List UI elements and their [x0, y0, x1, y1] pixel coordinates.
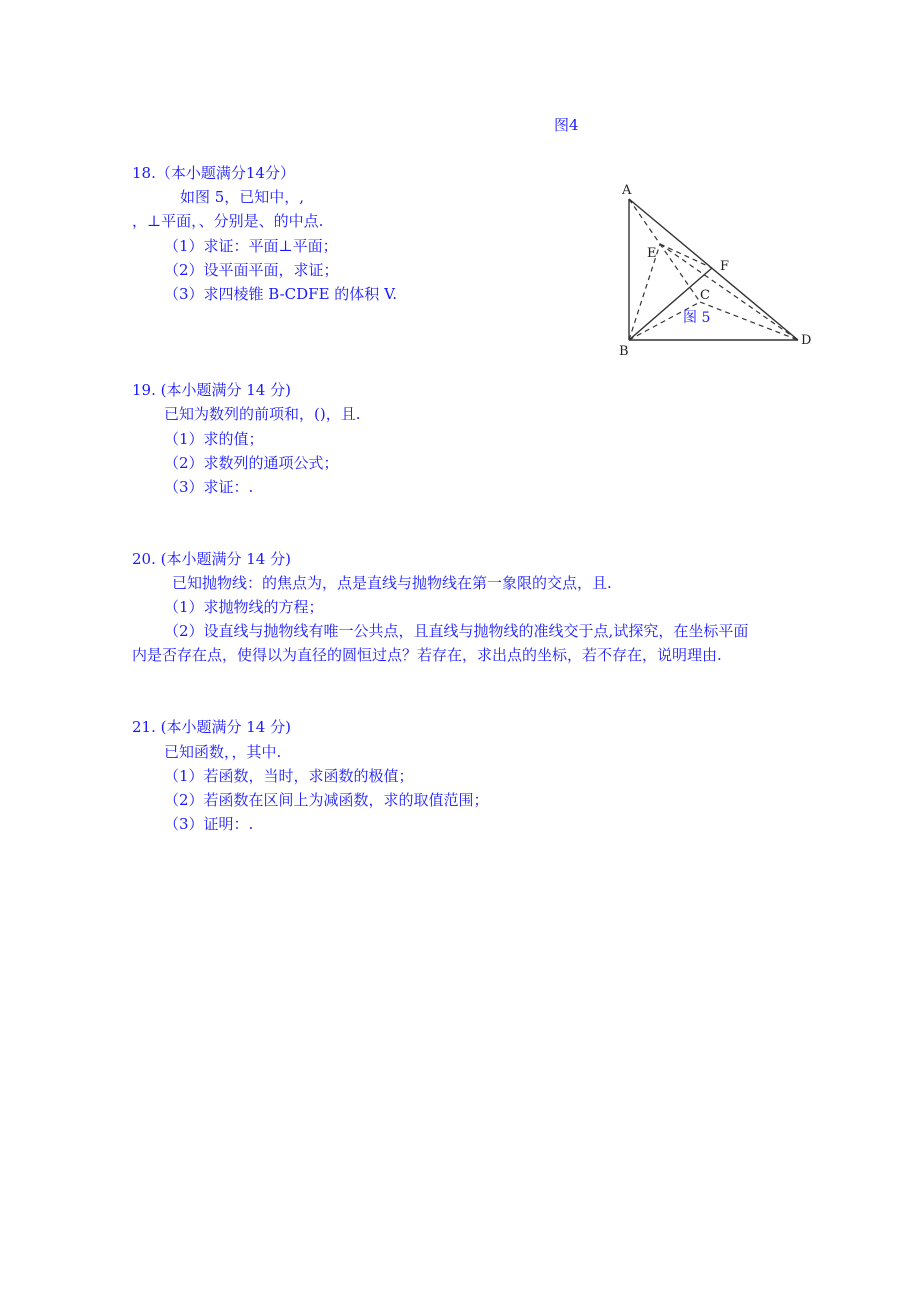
- vertex-label-d: D: [801, 333, 812, 348]
- edge-ef: [660, 244, 712, 268]
- edge-ac: [629, 199, 700, 302]
- q18-header: 18.（本小题满分14分）: [132, 164, 295, 182]
- q21-line1: 已知函数，，其中.: [164, 743, 282, 761]
- vertex-label-a: A: [622, 183, 632, 198]
- vertex-label-f: F: [720, 259, 730, 274]
- figure5-caption: 图 5: [683, 310, 711, 326]
- q20-part2a: （2）设直线与抛物线有唯一公共点，且直线与抛物线的准线交于点,试探究，在坐标平面: [164, 622, 749, 640]
- q21-part2: （2）若函数在区间上为减函数，求的取值范围；: [164, 791, 489, 809]
- q19-part1: （1）求的值；: [164, 430, 264, 448]
- vertex-label-c: C: [700, 288, 710, 303]
- q21-part3: （3）证明：.: [164, 815, 254, 833]
- q20-part1: （1）求抛物线的方程；: [164, 598, 324, 616]
- q18-part2: （2）设平面平面，求证；: [164, 261, 339, 279]
- figure4-caption: 图4: [554, 116, 579, 134]
- q19-line1: 已知为数列的前项和，()，且.: [164, 405, 361, 423]
- q19-part3: （3）求证：.: [164, 478, 254, 496]
- q19-part2: （2）求数列的通项公式；: [164, 454, 339, 472]
- q19-header: 19. (本小题满分 14 分): [132, 381, 291, 399]
- q18-line1: 如图 5，已知中，,: [180, 188, 305, 206]
- vertex-label-b: B: [619, 344, 629, 358]
- q18-part1: （1）求证：平面⊥平面；: [164, 237, 338, 255]
- q20-header: 20. (本小题满分 14 分): [132, 550, 291, 568]
- q20-part2b: 内是否存在点，使得以为直径的圆恒过点？若存在，求出点的坐标，若不存在，说明理由.: [132, 646, 722, 664]
- vertex-label-e: E: [647, 246, 657, 261]
- q18-line2: ，⊥平面，、分别是、的中点.: [132, 212, 324, 230]
- q21-header: 21. (本小题满分 14 分): [132, 718, 291, 736]
- q21-part1: （1）若函数，当时，求函数的极值；: [164, 767, 414, 785]
- edge-cd: [700, 302, 798, 340]
- q18-part3: （3）求四棱锥 B-CDFE 的体积 V.: [164, 285, 398, 303]
- figure5-diagram: [612, 178, 822, 358]
- q20-line1: 已知抛物线：的焦点为，点是直线与抛物线在第一象限的交点，且.: [172, 574, 612, 592]
- edge-bf: [629, 268, 712, 340]
